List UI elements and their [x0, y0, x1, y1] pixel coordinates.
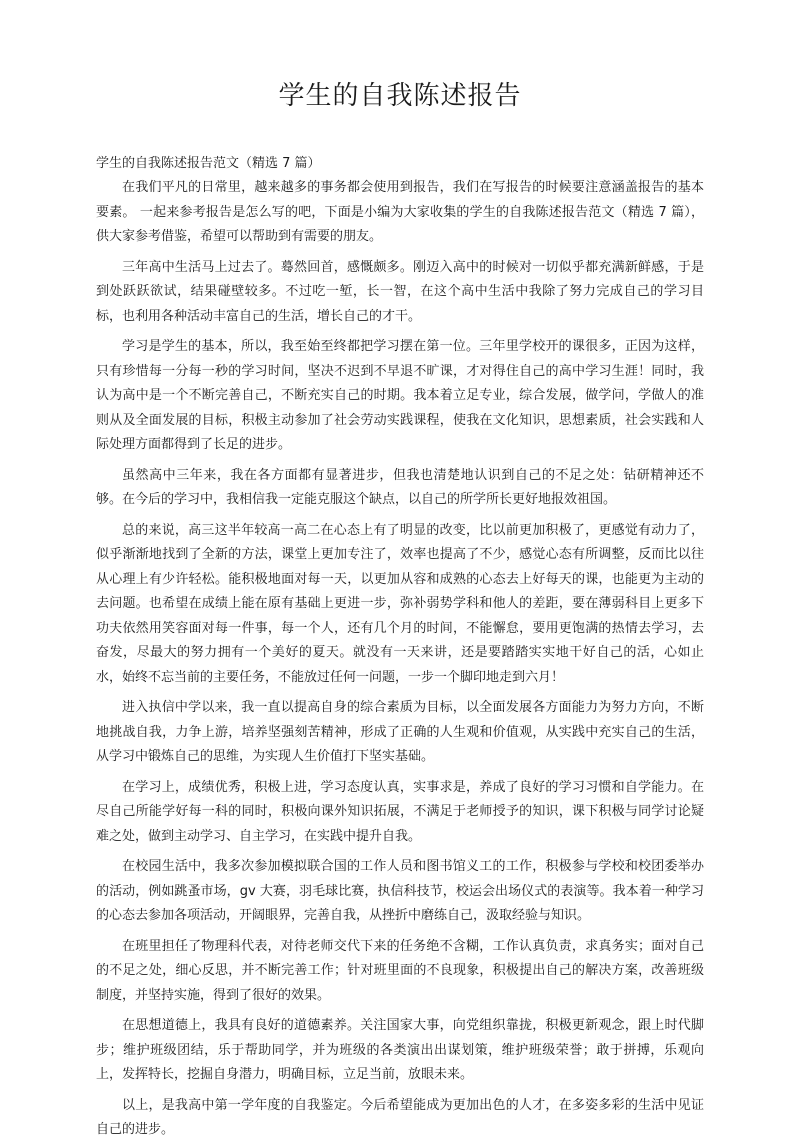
paragraph-1: 在我们平凡的日常里，越来越多的事务都会使用到报告，我们在写报告的时候要注意涵盖报告的基本要素。 一起来参考报告是怎么写的吧，下面是小编为大家收集的学生的自我陈述报告范文（精选 7 篇），供大家参考借鉴，希望可以帮助到有需要的朋友。: [96, 180, 704, 244]
paragraph-4: 虽然高中三年来，我在各方面都有显著进步，但我也清楚地认识到自己的不足之处：钻研精神还不够。在今后的学习中，我相信我一定能克服这个缺点，以自己的所学所长更好地报效祖国。: [96, 467, 704, 507]
paragraph-6: 进入执信中学以来，我一直以提高自身的综合素质为目标，以全面发展各方面能力为努力方向，不断地挑战自我，力争上游，培养坚强刻苦精神，形成了正确的人生观和价值观，从实践中充实自己的生活，从学习中锻炼自己的思维，为实现人生价值打下坚实基础。: [96, 700, 704, 764]
paragraph-7: 在学习上，成绩优秀，积极上进，学习态度认真，实事求是，养成了良好的学习习惯和自学能力。在尽自己所能学好每一科的同时，积极向课外知识拓展，不满足于老师授予的知识，课下积极与同学讨论疑难之处，做到主动学习、自主学习，在实践中提升自我。: [96, 779, 704, 844]
paragraph-3: 学习是学生的基本，所以，我至始至终都把学习摆在第一位。三年里学校开的课很多，正因为这样，只有珍惜每一分每一秒的学习时间，坚决不迟到不早退不旷课，才对得住自己的高中学习生涯！同时，我认为高中是一个不断完善自己，不断充实自己的时期。我本着立足专业，综合发展，做学问，学做人的准则从及全面发展的目标，积极主动参加了社会劳动实践课程，使我在文化知识，思想素质，社会实践和人际处理方面都得到了长足的进步。: [96, 339, 704, 452]
document-body: [96, 176, 704, 1143]
paragraph-10: 在思想道德上，我具有良好的道德素养。关注国家大事，向党组织靠拢，积极更新观念，跟上时代脚步；维护班级团结，乐于帮助同学，并为班级的各类演出出谋划策，维护班级荣誉；敢于拼搏，乐观向上，发挥特长，挖掘自身潜力，明确目标，立足当前，放眼未来。: [96, 1018, 704, 1082]
paragraph-5: 总的来说，高三这半年较高一高二在心态上有了明显的改变，比以前更加积极了，更感觉有动力了，似乎渐渐地找到了全新的方法，课堂上更加专注了，效率也提高了不少，感觉心态有所调整，反而比以往从心理上有少许轻松。能积极地面对每一天，以更加从容和成熟的心态去上好每天的课，也能更为主动的去问题。也希望在成绩上能在原有基础上更进一步，弥补弱势学科和他人的差距，要在薄弱科目上更多下功夫依然用笑容面对每一件事，每一个人，还有几个月的时间，不能懈怠，要用更饱满的热情去学习，去奋发，尽最大的努力拥有一个美好的夏天。就没有一天来讲，还是要踏踏实实地干好自己的活，心如止水，始终不忘当前的主要任务，不能放过任何一问题，一步一个脚印地走到六月！: [96, 522, 704, 685]
paragraph-9: 在班里担任了物理科代表，对待老师交代下来的任务绝不含糊，工作认真负责，求真务实；面对自己的不足之处，细心反思，并不断完善工作；针对班里面的不良现象，积极提出自己的解决方案，改善班级制度，并坚持实施，得到了很好的效果。: [96, 938, 704, 1003]
paragraph-11: 以上，是我高中第一学年度的自我鉴定。今后希望能成为更加出色的人才，在多姿多彩的生活中见证自己的进步。: [96, 1097, 704, 1137]
document-subtitle: 学生的自我陈述报告范文（精选 7 篇）: [96, 156, 321, 171]
paragraph-8: 在校园生活中，我多次参加模拟联合国的工作人员和图书馆义工的工作，积极参与学校和校团委举办的活动，例如跳蚤市场，gv 大赛，羽毛球比赛，执信科技节，校运会出场仪式的表演等。我本着一种学习的心态去参加各项活动，开阔眼界，完善自我，从挫折中磨练自己，汲取经验与知识。: [96, 859, 704, 923]
document-title: 学生的自我陈述报告: [278, 81, 522, 111]
paragraph-2: 三年高中生活马上过去了。蓦然回首，感慨颇多。刚迈入高中的时候对一切似乎都充满新鲜感，于是到处跃跃欲试，结果碰壁较多。不过吃一堑，长一智，在这个高中生活中我除了努力完成自己的学习目标，也利用各种活动丰富自己的生活，增长自己的才干。: [96, 259, 704, 324]
